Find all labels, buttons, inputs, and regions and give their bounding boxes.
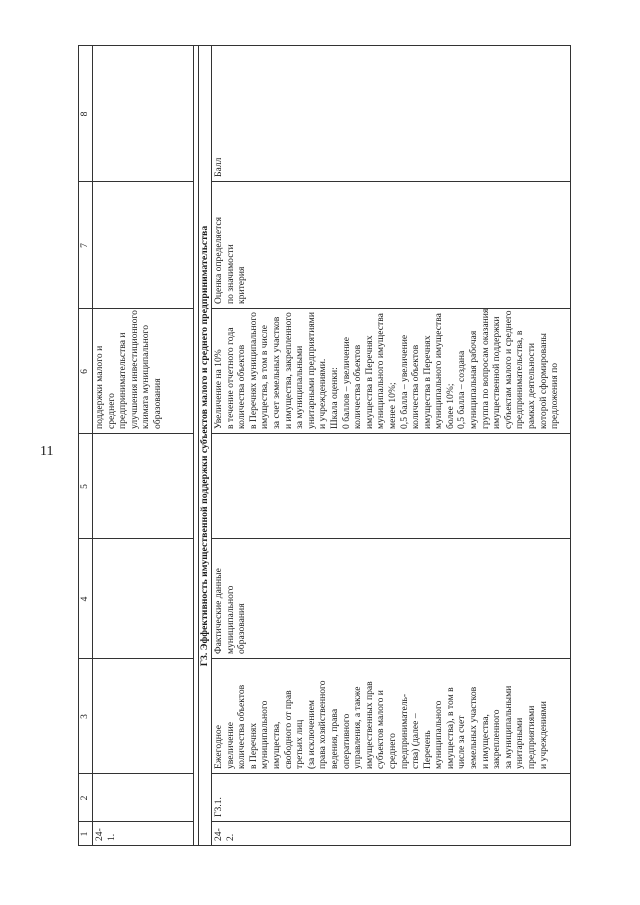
text-line: ведения, права (328, 708, 340, 769)
header-cell: 1 (79, 822, 93, 846)
text-line: имущества в Перечнях (421, 335, 433, 429)
text-line: 0,5 балла – создана (456, 350, 468, 429)
text-line: муниципального (433, 700, 445, 769)
header-cell: 3 (79, 659, 93, 774)
table-cell (93, 659, 194, 774)
text-line: имущества в Перечнях (363, 335, 375, 429)
text-line: Шкала оценки: (328, 367, 340, 429)
text-line: субъектам малого и среднего (502, 310, 514, 429)
text-line: более 10%; (444, 383, 456, 429)
text-line: имущества, в том в числе (259, 324, 271, 429)
text-line: которой сформированы (537, 333, 549, 429)
text-line: муниципального имущества (375, 313, 387, 429)
text-line: в Перечнях муниципального (247, 312, 259, 429)
text-line: Фактические данные (213, 568, 224, 654)
criteria-table (78, 45, 571, 846)
evaluation-method (212, 309, 571, 434)
text-line: по значимости (224, 244, 236, 304)
table-cell (93, 182, 194, 309)
header-cell: 8 (79, 46, 93, 182)
text-line: увеличение (224, 721, 236, 769)
text-line: и имущества, закрепленного (282, 312, 294, 429)
text-line: муниципальная рабочая (468, 330, 480, 429)
text-line: Увеличение на 10% (213, 349, 224, 429)
criterion-code: Г3.1. (212, 774, 571, 822)
data-source (212, 539, 571, 659)
text-line: климата муниципального (140, 324, 152, 429)
table-cell (93, 539, 194, 659)
unit-cell: Балл (212, 46, 571, 182)
text-line: имущественных прав (363, 681, 375, 769)
text-line: закрепленного (491, 709, 503, 769)
table-cell (93, 434, 194, 539)
text-line: поддержки малого и (94, 345, 105, 429)
header-cell: 7 (79, 182, 93, 309)
text-line: и учреждениями (537, 701, 549, 769)
text-line: земельных участков (468, 686, 480, 769)
continued-text-cell (93, 309, 194, 434)
page-number: 11 (40, 444, 54, 459)
table-row (93, 46, 194, 846)
row-number: 24-1. (93, 822, 194, 846)
text-line: за муниципальными (502, 685, 514, 769)
text-line: критерия (236, 266, 248, 304)
text-line: менее 10%; (386, 382, 398, 429)
text-line: свободного от прав (282, 690, 294, 769)
text-line: 0,5 балла – увеличение (398, 334, 410, 429)
text-line: муниципального имущества (433, 313, 445, 429)
text-line: Ежегодное (213, 724, 224, 769)
section-row (199, 46, 212, 846)
text-line: Оценка определяется (213, 216, 224, 304)
text-line: (за исключением (305, 700, 317, 769)
header-cell: 6 (79, 309, 93, 434)
text-line: имущества, (270, 721, 282, 769)
header-row (79, 46, 93, 846)
text-line: предприниматель- (398, 693, 410, 769)
section-title: Г3. Эффективность имущественной поддержки субъектов малого и среднего предпринимательства (199, 46, 212, 846)
text-line: предпринимательства, в (514, 330, 526, 429)
text-line: предприятиями (526, 705, 538, 769)
table-cell (93, 774, 194, 822)
text-line: Перечень (421, 730, 433, 769)
text-line: количества объектов (236, 684, 248, 769)
text-line: среднего (386, 733, 398, 769)
text-line: среднего (105, 393, 117, 429)
text-line: предложения по (549, 362, 561, 429)
text-line: за муниципальными (294, 345, 306, 429)
criterion-name (212, 659, 571, 774)
text-line: в Перечнях (247, 722, 259, 769)
text-line: ства) (далее – (410, 713, 422, 769)
text-line: субъектов малого и (375, 690, 387, 769)
table-cell (93, 46, 194, 182)
text-line: унитарными предприятиями (305, 312, 317, 429)
text-line: права хозяйственного (317, 680, 329, 769)
header-cell: 5 (79, 434, 93, 539)
text-line: предпринимательства и (117, 332, 129, 429)
text-line: образования (236, 603, 248, 654)
header-cell: 4 (79, 539, 93, 659)
text-line: и учреждениями. (317, 358, 329, 429)
text-line: рамках деятельности (526, 342, 538, 429)
text-line: унитарными (514, 717, 526, 769)
text-line: 0 баллов – увеличение (340, 337, 352, 429)
text-line: третьих лиц (294, 719, 306, 769)
text-line: образования (151, 378, 163, 429)
text-line: улучшения инвестиционного (128, 310, 140, 429)
text-line: числе за счет (456, 715, 468, 769)
text-line: количества объектов (236, 344, 248, 429)
evaluation-note (212, 182, 571, 309)
text-line: управления, а также (352, 686, 364, 769)
text-line: оперативного (340, 713, 352, 769)
text-line: муниципального (259, 700, 271, 769)
text-line: муниципального (224, 585, 236, 654)
table-container (78, 46, 606, 846)
text-line: и имущества, (479, 714, 491, 769)
text-line: группа по вопросам оказания (479, 308, 491, 429)
text-line: имущественной поддержки (491, 316, 503, 429)
text-line: имущества), в том в (444, 687, 456, 769)
text-line: в течение отчетного года (224, 327, 236, 429)
header-cell: 2 (79, 774, 93, 822)
rotated-page (78, 46, 606, 846)
text-line: количества объектов (410, 344, 422, 429)
table-cell (212, 434, 571, 539)
text-line: количества объектов (352, 344, 364, 429)
table-row (212, 46, 571, 846)
text-line: за счет земельных участков (270, 316, 282, 429)
row-number: 24-2. (212, 822, 571, 846)
